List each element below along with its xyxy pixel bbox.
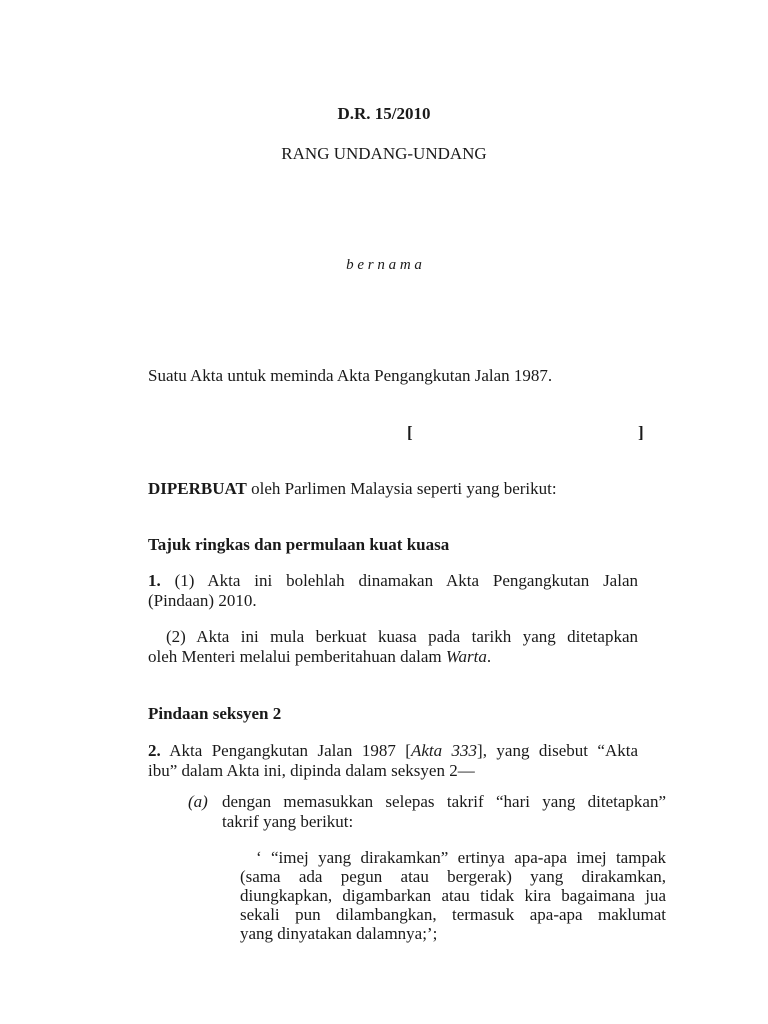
bill-number: D.R. 15/2010 <box>337 104 431 123</box>
section1-sub1-line1 <box>148 571 638 591</box>
quote-line1: ‘ “imej yang dirakamkan” ertinya apa-apa imej tampak <box>256 848 666 867</box>
document-type: RANG UNDANG-UNDANG <box>281 144 487 163</box>
bracket-open: [ <box>407 423 413 442</box>
section1-sub1-text1: (1) Akta ini bolehlah dinamakan Akta Pengangkutan Jalan <box>174 571 639 590</box>
paragraph-a-label: (a) <box>188 792 208 811</box>
akta-333-italic: Akta 333 <box>410 741 478 760</box>
quote-line2: (sama ada pegun atau bergerak) yang dirakamkan, <box>240 867 666 886</box>
section2-line2: ibu” dalam Akta ini, dipinda dalam seksyen 2— <box>148 761 475 780</box>
section1-subsection2 <box>148 627 638 667</box>
paragraph-a-line1: dengan memasukkan selepas takrif “hari yang ditetapkan” <box>222 792 666 811</box>
warta-italic: Warta <box>445 647 487 666</box>
quote-line4: sekali pun dilambangkan, termasuk apa-apa maklumat <box>240 905 666 924</box>
section2-number: 2. <box>148 741 161 760</box>
paragraph-a-text <box>222 792 666 832</box>
section2-heading: Pindaan seksyen 2 <box>148 704 282 723</box>
quoted-definition <box>240 848 666 943</box>
section2-line1 <box>148 741 638 761</box>
section1-sub2-period: . <box>486 647 492 666</box>
quote-line3: diungkapkan, digambarkan atau tidak kira bagaimana jua <box>240 886 666 905</box>
section2-body <box>148 741 638 781</box>
section1-sub1-line2: (Pindaan) 2010. <box>148 591 257 610</box>
bernama-label: b e r n a m a <box>346 257 422 273</box>
enactment-bold-word: DIPERBUAT <box>148 479 247 498</box>
paragraph-a-line2: takrif yang berikut: <box>222 812 354 831</box>
section1-number: 1. <box>148 571 161 590</box>
quote-line5: yang dinyatakan dalamnya;’; <box>240 924 438 943</box>
section1-subsection1 <box>148 571 638 611</box>
section1-sub2-text: oleh Menteri melalui pemberitahuan dalam <box>148 647 442 666</box>
section1-sub2-line1: (2) Akta ini mula berkuat kuasa pada tarikh yang ditetapkan <box>166 627 638 646</box>
section2-line1-pre: Akta Pengangkutan Jalan 1987 [ <box>169 741 411 760</box>
bracket-close: ] <box>638 423 644 442</box>
enactment-clause <box>148 479 557 499</box>
section1-heading: Tajuk ringkas dan permulaan kuat kuasa <box>148 535 450 554</box>
section1-sub2-line2 <box>148 647 638 667</box>
bill-purpose: Suatu Akta untuk meminda Akta Pengangkutan Jalan 1987. <box>148 366 553 385</box>
enactment-text: oleh Parlimen Malaysia seperti yang berikut: <box>251 479 557 498</box>
section2-line1-post: ], yang disebut “Akta <box>477 741 639 760</box>
